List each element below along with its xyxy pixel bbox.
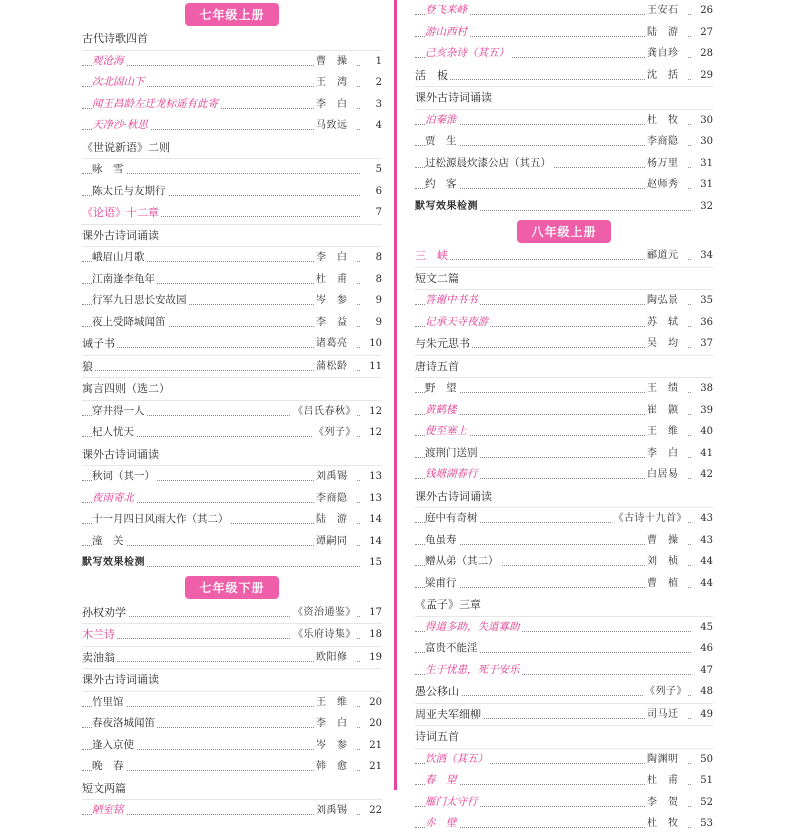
entry-title: 过松源晨炊漆公店（其五） bbox=[425, 156, 551, 169]
entry-title: 活 板 bbox=[415, 68, 448, 82]
entry-title: 穿井得一人 bbox=[92, 404, 145, 417]
entry-title: 唐诗五首 bbox=[415, 359, 459, 373]
toc-section[interactable] bbox=[82, 378, 382, 401]
entry-title: 咏 雪 bbox=[92, 163, 124, 175]
toc-section[interactable] bbox=[82, 28, 382, 51]
toc-section[interactable] bbox=[415, 356, 713, 379]
toc-section[interactable] bbox=[82, 669, 382, 692]
entry-title: 陈太丘与友期行 bbox=[92, 184, 166, 197]
entry-page-number: 38 bbox=[691, 378, 713, 400]
toc-section[interactable] bbox=[82, 624, 382, 647]
entry-author: 陆 游 bbox=[314, 509, 356, 531]
entry-page-number: 15 bbox=[360, 552, 382, 574]
entry-title: 雁门太守行 bbox=[425, 795, 478, 808]
entry-title: 寓言四则（选二） bbox=[82, 382, 170, 395]
entry-title: 《论语》十二章 bbox=[82, 206, 159, 219]
entry-page-number: 44 bbox=[691, 573, 713, 595]
entry-author: 《古诗十九首》 bbox=[612, 508, 688, 530]
toc-entry[interactable] bbox=[415, 530, 713, 552]
entry-page-number: 47 bbox=[691, 660, 713, 682]
entry-title: 江南逢李龟年 bbox=[92, 272, 155, 285]
toc-section[interactable] bbox=[415, 268, 713, 291]
entry-title: 野 望 bbox=[425, 382, 457, 394]
toc-entry[interactable] bbox=[415, 749, 713, 771]
entry-title: 记承天寺夜游 bbox=[425, 315, 488, 328]
entry-page-number: 19 bbox=[360, 647, 382, 669]
entry-page-number: 52 bbox=[691, 792, 713, 814]
toc-entry[interactable] bbox=[82, 531, 382, 553]
toc-section[interactable] bbox=[415, 726, 713, 749]
entry-author: 赵师秀 bbox=[645, 174, 687, 196]
entry-title: 富贵不能淫 bbox=[425, 642, 478, 654]
entry-title: 三 峡 bbox=[415, 249, 448, 262]
entry-title: 龟虽寿 bbox=[425, 533, 457, 546]
entry-title: 登飞来峰 bbox=[425, 4, 467, 16]
entry-author: 刘禹锡 bbox=[314, 800, 356, 822]
entry-title: 默写效果检测 bbox=[82, 557, 145, 568]
entry-title: 饮酒（其五） bbox=[425, 752, 488, 765]
toc-entry[interactable] bbox=[82, 115, 382, 137]
entry-author: 吴 均 bbox=[645, 333, 687, 355]
entry-page-number: 29 bbox=[691, 65, 713, 87]
entry-title: 潼 关 bbox=[92, 534, 124, 547]
entry-page-number: 12 bbox=[360, 401, 382, 423]
entry-author: 刘 桢 bbox=[645, 551, 687, 573]
toc-section[interactable] bbox=[82, 356, 382, 379]
entry-title: 短文二篇 bbox=[415, 271, 459, 285]
toc-entry[interactable] bbox=[415, 43, 713, 65]
toc-entry[interactable] bbox=[415, 638, 713, 660]
toc-entry[interactable] bbox=[415, 443, 713, 465]
toc-section[interactable] bbox=[415, 245, 713, 268]
entry-author: 曹 操 bbox=[314, 51, 356, 73]
entry-page-number: 14 bbox=[360, 531, 382, 553]
entry-page-number: 39 bbox=[691, 400, 713, 422]
entry-page-number: 37 bbox=[691, 333, 713, 355]
entry-title: 黄鹤楼 bbox=[425, 403, 457, 416]
toc-test-entry[interactable] bbox=[82, 552, 382, 574]
entry-title: 课外古诗词诵读 bbox=[82, 228, 159, 242]
entry-title: 古代诗歌四首 bbox=[82, 32, 148, 45]
entry-title: 行军九日思长安故园 bbox=[92, 294, 187, 306]
toc-left-column bbox=[82, 0, 382, 816]
entry-page-number: 9 bbox=[360, 290, 382, 312]
entry-page-number: 21 bbox=[360, 756, 382, 778]
entry-author: 《吕氏春秋》 bbox=[291, 401, 356, 423]
entry-title: 生于忧患，死于安乐 bbox=[425, 663, 520, 676]
entry-author: 王 维 bbox=[645, 421, 687, 443]
entry-author: 王 绩 bbox=[645, 378, 687, 400]
entry-title: 木兰诗 bbox=[82, 628, 115, 641]
dot-leader bbox=[82, 159, 382, 174]
toc-entry[interactable] bbox=[415, 813, 713, 835]
grade-banner-label: 七年级下册 bbox=[185, 576, 278, 599]
entry-author: 刘禹锡 bbox=[314, 466, 356, 488]
toc-entry[interactable] bbox=[82, 312, 382, 334]
entry-title: 杞人忧天 bbox=[92, 426, 134, 438]
entry-title: 《世说新语》二则 bbox=[82, 140, 170, 154]
toc-entry[interactable] bbox=[82, 51, 382, 73]
toc-entry[interactable] bbox=[415, 131, 713, 153]
toc-section[interactable] bbox=[415, 486, 713, 509]
entry-page-number: 27 bbox=[691, 22, 713, 44]
entry-author: 谭嗣同 bbox=[314, 531, 356, 553]
entry-author: 杨万里 bbox=[645, 153, 687, 175]
entry-page-number: 53 bbox=[691, 813, 713, 835]
entry-title: 春夜洛城闻笛 bbox=[92, 717, 155, 729]
toc-entry[interactable] bbox=[415, 792, 713, 814]
toc-entry[interactable] bbox=[415, 464, 713, 486]
entry-author: 岑 参 bbox=[314, 735, 356, 757]
entry-author: 岑 参 bbox=[314, 290, 356, 312]
entry-title: 秋词（其一） bbox=[92, 470, 155, 482]
entry-page-number: 3 bbox=[360, 94, 382, 116]
entry-title: 春 望 bbox=[425, 774, 457, 786]
toc-entry[interactable] bbox=[415, 660, 713, 682]
entry-author: 《资治通鉴》 bbox=[291, 602, 356, 624]
toc-entry[interactable] bbox=[415, 551, 713, 573]
entry-page-number: 46 bbox=[691, 638, 713, 660]
entry-title: 课外古诗词诵读 bbox=[415, 91, 492, 104]
entry-page-number: 42 bbox=[691, 464, 713, 486]
entry-page-number: 17 bbox=[360, 602, 382, 624]
toc-entry[interactable] bbox=[415, 290, 713, 312]
entry-page-number: 18 bbox=[360, 624, 382, 646]
entry-title: 答谢中书书 bbox=[425, 294, 478, 306]
entry-page-number: 50 bbox=[691, 749, 713, 771]
toc-entry[interactable] bbox=[82, 247, 382, 269]
grade-banner bbox=[82, 0, 382, 28]
entry-page-number: 8 bbox=[360, 247, 382, 269]
entry-page-number: 9 bbox=[360, 312, 382, 334]
entry-title: 愚公移山 bbox=[415, 685, 459, 698]
entry-author: 白居易 bbox=[645, 464, 687, 486]
toc-entry[interactable] bbox=[415, 0, 713, 22]
entry-page-number: 8 bbox=[360, 269, 382, 291]
entry-title: 晚 春 bbox=[92, 760, 124, 772]
entry-title: 课外古诗词诵读 bbox=[415, 489, 492, 503]
entry-title: 贾 生 bbox=[425, 135, 457, 147]
entry-author: 崔 颢 bbox=[645, 400, 687, 422]
entry-title: 默写效果检测 bbox=[415, 200, 478, 212]
entry-title: 赤 壁 bbox=[425, 817, 457, 829]
entry-page-number: 22 bbox=[360, 800, 382, 822]
toc-entry[interactable] bbox=[82, 756, 382, 778]
entry-page-number: 26 bbox=[691, 0, 713, 22]
entry-title: 逢入京使 bbox=[92, 738, 134, 751]
entry-author: 李 白 bbox=[314, 713, 356, 735]
entry-author: 王安石 bbox=[645, 0, 687, 22]
entry-author: 杜 牧 bbox=[645, 110, 687, 132]
toc-entry[interactable] bbox=[82, 94, 382, 116]
toc-entry[interactable] bbox=[82, 401, 382, 423]
entry-title: 竹里馆 bbox=[92, 695, 124, 708]
toc-entry[interactable] bbox=[82, 466, 382, 488]
entry-page-number: 4 bbox=[360, 115, 382, 137]
grade-banner bbox=[82, 574, 382, 602]
toc-entry[interactable] bbox=[82, 692, 382, 714]
entry-author: 龚自珍 bbox=[645, 43, 687, 65]
entry-page-number: 28 bbox=[691, 43, 713, 65]
toc-right-column bbox=[415, 0, 713, 829]
entry-page-number: 21 bbox=[360, 735, 382, 757]
toc-section[interactable] bbox=[415, 333, 713, 356]
toc-entry[interactable] bbox=[82, 800, 382, 822]
entry-author: 王 维 bbox=[314, 692, 356, 714]
toc-entry[interactable] bbox=[415, 22, 713, 44]
entry-title: 卖油翁 bbox=[82, 650, 115, 664]
entry-title: 钱塘湖春行 bbox=[425, 468, 478, 480]
entry-title: 夜雨寄北 bbox=[92, 491, 134, 504]
toc-section[interactable] bbox=[415, 681, 713, 704]
toc-section[interactable] bbox=[82, 444, 382, 467]
entry-page-number: 44 bbox=[691, 551, 713, 573]
entry-title: 诗词五首 bbox=[415, 730, 459, 743]
entry-page-number: 48 bbox=[691, 681, 713, 703]
entry-page-number: 51 bbox=[691, 770, 713, 792]
toc-entry[interactable] bbox=[415, 508, 713, 530]
toc-section[interactable] bbox=[415, 704, 713, 727]
entry-author: 李商隐 bbox=[645, 131, 687, 153]
entry-title: 泊秦淮 bbox=[425, 113, 457, 126]
toc-test-entry[interactable] bbox=[415, 196, 713, 218]
toc-section[interactable] bbox=[415, 87, 713, 110]
toc-entry[interactable] bbox=[82, 422, 382, 444]
entry-author: 苏 轼 bbox=[645, 312, 687, 334]
entry-title: 闻王昌龄左迁龙标遥有此寄 bbox=[92, 97, 218, 110]
toc-entry[interactable] bbox=[82, 290, 382, 312]
toc-entry[interactable] bbox=[415, 110, 713, 132]
entry-title: 十一月四日风雨大作（其二） bbox=[92, 513, 229, 525]
entry-title: 赠从弟（其二） bbox=[425, 555, 499, 567]
entry-author: 韩 愈 bbox=[314, 756, 356, 778]
entry-page-number: 13 bbox=[360, 466, 382, 488]
entry-title: 天净沙·秋思 bbox=[92, 119, 148, 131]
entry-title: 诫子书 bbox=[82, 337, 115, 350]
entry-title: 夜上受降城闻笛 bbox=[92, 315, 166, 328]
toc-section[interactable] bbox=[415, 65, 713, 88]
toc-entry[interactable] bbox=[82, 269, 382, 291]
entry-title: 课外古诗词诵读 bbox=[82, 673, 159, 686]
entry-page-number: 34 bbox=[691, 245, 713, 267]
entry-title: 游山西村 bbox=[425, 25, 467, 38]
entry-author: 《列子》 bbox=[643, 681, 687, 703]
entry-page-number: 7 bbox=[360, 202, 382, 224]
entry-page-number: 36 bbox=[691, 312, 713, 334]
toc-section[interactable] bbox=[415, 594, 713, 617]
entry-title: 庭中有奇树 bbox=[425, 512, 478, 524]
grade-banner-label: 八年级上册 bbox=[517, 220, 610, 243]
grade-banner bbox=[415, 217, 713, 245]
entry-author: 欧阳修 bbox=[314, 647, 356, 669]
toc-entry[interactable] bbox=[82, 488, 382, 510]
entry-author: 曹 植 bbox=[645, 573, 687, 595]
entry-author: 陶渊明 bbox=[645, 749, 687, 771]
toc-entry[interactable] bbox=[82, 181, 382, 203]
entry-title: 次北固山下 bbox=[92, 76, 145, 88]
entry-title: 己亥杂诗（其五） bbox=[425, 47, 509, 59]
entry-page-number: 32 bbox=[691, 196, 713, 218]
entry-title: 狼 bbox=[82, 359, 93, 373]
entry-page-number: 20 bbox=[360, 713, 382, 735]
toc-entry[interactable] bbox=[82, 509, 382, 531]
entry-author: 司马迁 bbox=[645, 704, 687, 726]
entry-author: 李 白 bbox=[314, 94, 356, 116]
entry-author: 《乐府诗集》 bbox=[291, 624, 356, 646]
entry-author: 李 贺 bbox=[645, 792, 687, 814]
toc-entry[interactable] bbox=[82, 72, 382, 94]
entry-title: 周亚夫军细柳 bbox=[415, 707, 481, 721]
toc-entry[interactable] bbox=[415, 617, 713, 639]
entry-author: 郦道元 bbox=[645, 245, 687, 267]
toc-entry[interactable] bbox=[415, 174, 713, 196]
entry-author: 杜 甫 bbox=[314, 269, 356, 291]
entry-title: 渡荆门送别 bbox=[425, 446, 478, 459]
entry-page-number: 31 bbox=[691, 174, 713, 196]
entry-page-number: 12 bbox=[360, 422, 382, 444]
entry-author: 曹 操 bbox=[645, 530, 687, 552]
entry-author: 李商隐 bbox=[314, 488, 356, 510]
entry-page-number: 30 bbox=[691, 131, 713, 153]
entry-title: 得道多助，失道寡助 bbox=[425, 620, 520, 633]
entry-title: 使至塞上 bbox=[425, 425, 467, 437]
entry-author: 沈 括 bbox=[645, 65, 687, 87]
toc-section[interactable] bbox=[82, 647, 382, 670]
entry-title: 课外古诗词诵读 bbox=[82, 447, 159, 461]
entry-page-number: 43 bbox=[691, 508, 713, 530]
entry-title: 与朱元思书 bbox=[415, 337, 470, 350]
entry-author: 陆 游 bbox=[645, 22, 687, 44]
entry-title: 短文两篇 bbox=[82, 781, 126, 795]
entry-author: 陶弘景 bbox=[645, 290, 687, 312]
entry-author: 王 湾 bbox=[314, 72, 356, 94]
entry-page-number: 31 bbox=[691, 153, 713, 175]
toc-section[interactable] bbox=[82, 225, 382, 248]
entry-author: 杜 甫 bbox=[645, 770, 687, 792]
entry-title: 陋室铭 bbox=[92, 804, 124, 816]
column-divider bbox=[394, 0, 397, 790]
entry-page-number: 20 bbox=[360, 692, 382, 714]
entry-page-number: 5 bbox=[360, 159, 382, 181]
entry-title: 约 客 bbox=[425, 178, 457, 190]
entry-page-number: 30 bbox=[691, 110, 713, 132]
toc-entry[interactable] bbox=[415, 400, 713, 422]
toc-entry[interactable] bbox=[415, 421, 713, 443]
entry-author: 诸葛亮 bbox=[314, 333, 356, 355]
toc-section[interactable] bbox=[82, 137, 382, 160]
toc-section[interactable] bbox=[82, 602, 382, 625]
toc-entry[interactable] bbox=[415, 378, 713, 400]
entry-page-number: 13 bbox=[360, 488, 382, 510]
entry-author: 《列子》 bbox=[312, 422, 356, 444]
entry-page-number: 2 bbox=[360, 72, 382, 94]
grade-banner-label: 七年级上册 bbox=[185, 3, 278, 26]
toc-entry[interactable] bbox=[82, 159, 382, 181]
toc-entry[interactable] bbox=[415, 573, 713, 595]
toc-entry[interactable] bbox=[415, 312, 713, 334]
toc-section[interactable] bbox=[82, 333, 382, 356]
toc-entry[interactable] bbox=[82, 713, 382, 735]
entry-title: 《孟子》三章 bbox=[415, 598, 481, 611]
entry-title: 梁甫行 bbox=[425, 576, 457, 589]
entry-page-number: 10 bbox=[360, 333, 382, 355]
entry-page-number: 43 bbox=[691, 530, 713, 552]
entry-page-number: 49 bbox=[691, 704, 713, 726]
entry-title: 孙权劝学 bbox=[82, 605, 126, 619]
entry-author: 李 白 bbox=[645, 443, 687, 465]
entry-page-number: 11 bbox=[360, 356, 382, 378]
entry-title: 峨眉山月歌 bbox=[92, 251, 145, 263]
entry-author: 李 益 bbox=[314, 312, 356, 334]
entry-author: 马致远 bbox=[314, 115, 356, 137]
entry-page-number: 14 bbox=[360, 509, 382, 531]
toc-entry[interactable] bbox=[415, 770, 713, 792]
entry-page-number: 1 bbox=[360, 51, 382, 73]
toc-entry[interactable] bbox=[415, 153, 713, 175]
entry-page-number: 6 bbox=[360, 181, 382, 203]
toc-section[interactable] bbox=[82, 778, 382, 801]
toc-entry[interactable] bbox=[82, 735, 382, 757]
entry-page-number: 41 bbox=[691, 443, 713, 465]
entry-title: 观沧海 bbox=[92, 54, 124, 67]
entry-author: 蒲松龄 bbox=[314, 356, 356, 378]
entry-page-number: 45 bbox=[691, 617, 713, 639]
entry-author: 李 白 bbox=[314, 247, 356, 269]
toc-section[interactable] bbox=[82, 202, 382, 225]
entry-author: 杜 牧 bbox=[645, 813, 687, 835]
entry-page-number: 40 bbox=[691, 421, 713, 443]
entry-page-number: 35 bbox=[691, 290, 713, 312]
